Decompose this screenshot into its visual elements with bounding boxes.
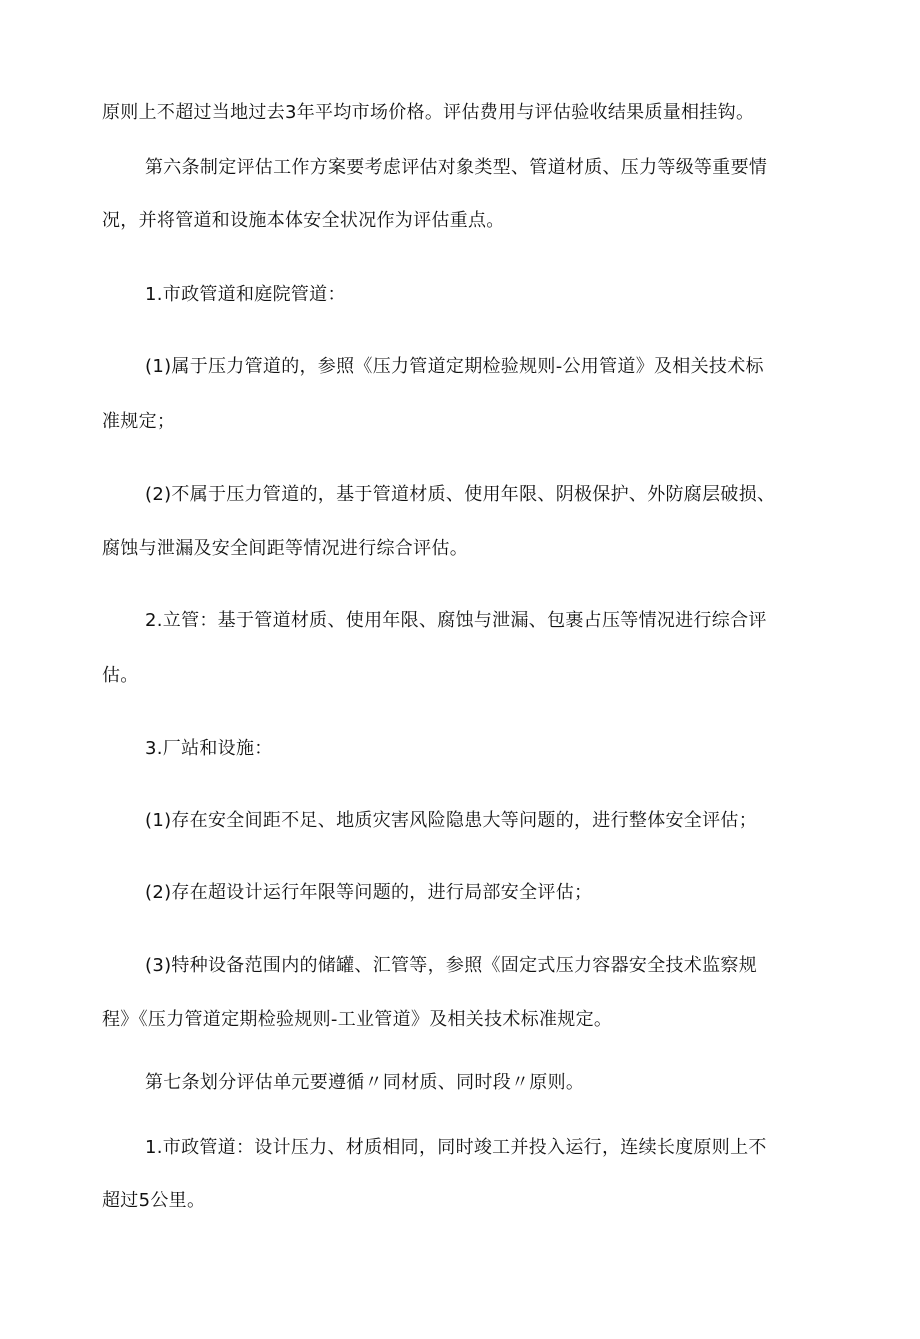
text-line: 第六条制定评估工作方案要考虑评估对象类型、管道材质、压力等级等重要情: [145, 157, 768, 178]
text-line: (1)存在安全间距不足、地质灾害风险隐患大等问题的，进行整体安全评估；: [145, 810, 757, 831]
text-line: 腐蚀与泄漏及安全间距等情况进行综合评估。: [102, 538, 468, 559]
text-line: (3)特种设备范围内的储罐、汇管等，参照《固定式压力容器安全技术监察规: [145, 955, 757, 976]
text-line: 1.市政管道和庭院管道：: [145, 284, 346, 305]
text-line: 1.市政管道：设计压力、材质相同，同时竣工并投入运行，连续长度原则上不: [145, 1137, 767, 1158]
text-line: 3.厂站和设施：: [145, 738, 273, 759]
text-line: 2.立管：基于管道材质、使用年限、腐蚀与泄漏、包裹占压等情况进行综合评: [145, 610, 767, 631]
text-line: (2)存在超设计运行年限等问题的，进行局部安全评估；: [145, 882, 593, 903]
text-line: 原则上不超过当地过去3年平均市场价格。评估费用与评估验收结果质量相挂钩。: [102, 102, 755, 123]
text-line: 第七条划分评估单元要遵循〃同材质、同时段〃原则。: [145, 1072, 585, 1093]
text-line: 况，并将管道和设施本体安全状况作为评估重点。: [102, 210, 505, 231]
text-line: (2)不属于压力管道的，基于管道材质、使用年限、阴极保护、外防腐层破损、: [145, 484, 776, 505]
text-line: 估。: [102, 665, 139, 686]
text-line: 准规定；: [102, 411, 176, 432]
text-line: 程》《压力管道定期检验规则-工业管道》及相关技术标准规定。: [102, 1009, 613, 1030]
text-line: (1)属于压力管道的，参照《压力管道定期检验规则-公用管道》及相关技术标: [145, 356, 764, 377]
text-line: 超过5公里。: [102, 1190, 206, 1211]
